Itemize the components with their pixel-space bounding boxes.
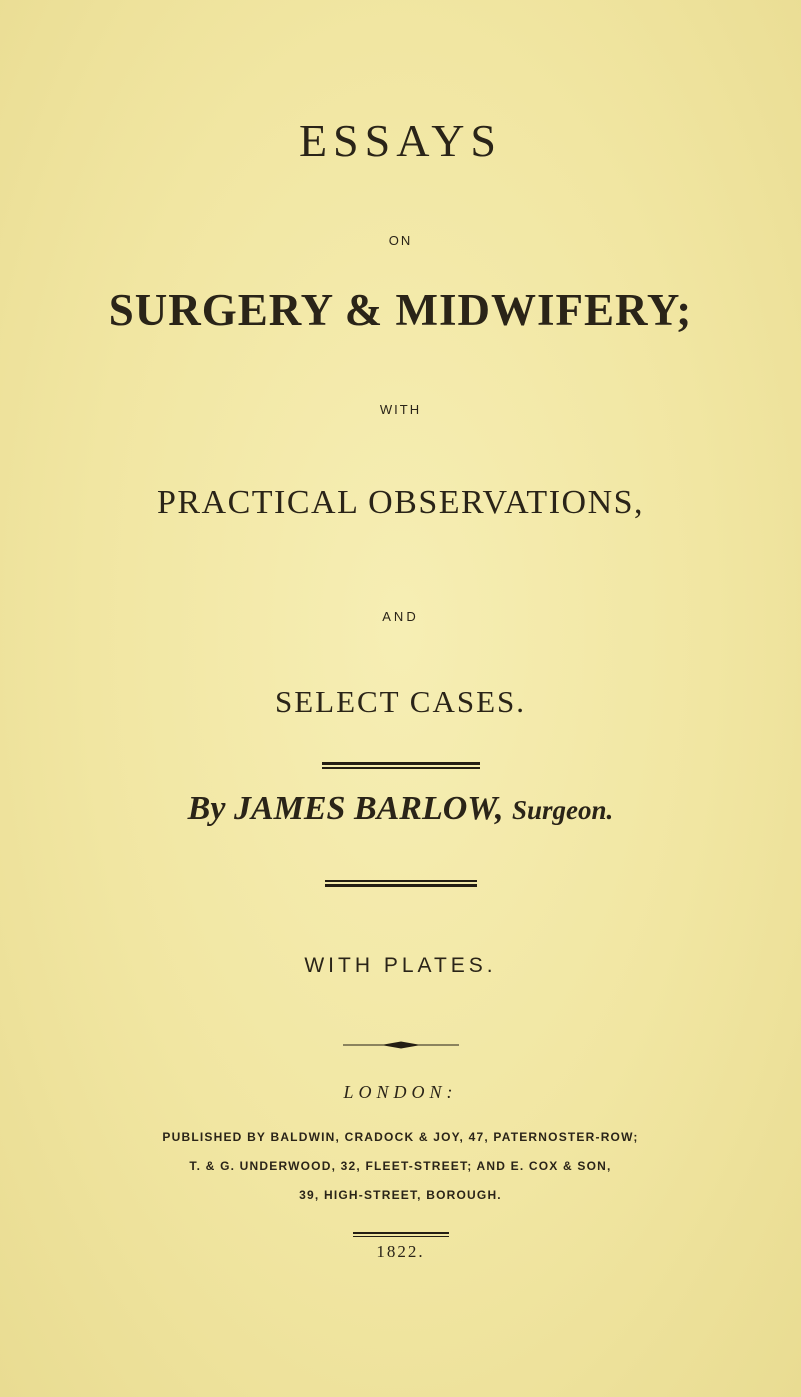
- title-connector-on: ON: [388, 233, 413, 248]
- subtitle-select: SELECT CASES.: [274, 684, 527, 719]
- thick-thin-rule-top: [322, 762, 480, 765]
- byline-by: By: [187, 790, 226, 827]
- author-name: JAMES BARLOW,: [233, 790, 504, 827]
- imprint-line-2: T. & G. UNDERWOOD, 32, FLEET-STREET; AND E. COX & SON,: [189, 1159, 612, 1173]
- imprint-city: LONDON:: [343, 1082, 458, 1102]
- plates-note: WITH PLATES.: [304, 954, 497, 977]
- year-rule: [353, 1232, 449, 1234]
- title-connector-and: AND: [382, 609, 419, 624]
- author-line: [0, 792, 801, 826]
- subtitle-practical: PRACTICAL OBSERVATIONS,: [156, 484, 645, 521]
- thick-thin-rule-top-b: [322, 767, 480, 769]
- imprint-line-3: 39, HIGH-STREET, BOROUGH.: [299, 1188, 502, 1202]
- ornament-rule-icon: [341, 1040, 461, 1050]
- year-rule-b: [353, 1236, 449, 1237]
- author-role: Surgeon.: [512, 795, 614, 825]
- imprint-line-1: PUBLISHED BY BALDWIN, CRADOCK & JOY, 47, PATERNOSTER-ROW;: [162, 1130, 639, 1144]
- book-subject: SURGERY & MIDWIFERY;: [108, 285, 693, 335]
- thin-thick-rule-bottom: [325, 880, 477, 882]
- publication-year: 1822.: [376, 1242, 425, 1261]
- title-connector-with: WITH: [379, 402, 422, 417]
- book-title: ESSAYS: [298, 115, 503, 166]
- thin-thick-rule-bottom-b: [325, 884, 477, 887]
